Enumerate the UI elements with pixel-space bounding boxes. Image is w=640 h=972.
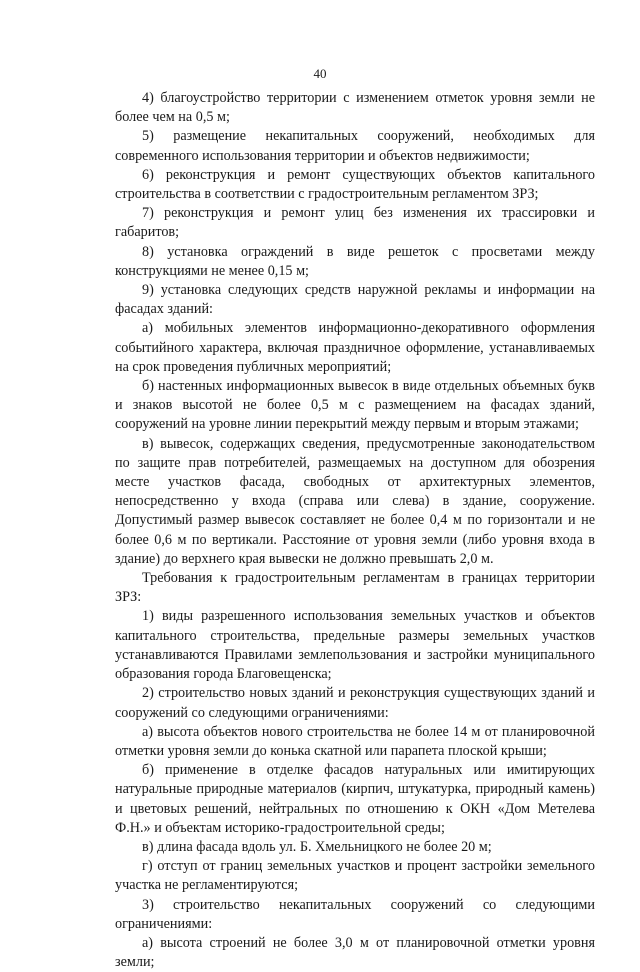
paragraph-subitem-b: б) настенных информационных вывесок в виде отдельных объемных букв и знаков высотой не более 0,5 м с размещением на фасадах зданий, сооружений на уровне линии перекрытий между первым и вторым этажами; <box>115 378 595 433</box>
section-heading: Требования к градостроительным регламентам в границах территории ЗРЗ: <box>115 570 595 606</box>
page-number: 40 <box>313 66 327 81</box>
paragraph-subitem-v: в) вывесок, содержащих сведения, предусмотренные законодательством по защите прав потребителей, размещаемых на доступном для обозрения месте участков фасада, свободных от архитектурных элементов, непосредственно у входа (справа или слева) в здание, сооружение. Допустимый размер вывесок составляет не более 0,4 м по горизонтали и не более 0,6 м по вертикали. Расстояние от уровня земли (либо уровня входа в здание) до верхнего края вывески не должно превышать 2,0 м. <box>115 435 595 567</box>
paragraph-item-7: 7) реконструкция и ремонт улиц без изменения их трассировки и габаритов; <box>115 205 595 241</box>
requirement-subitem-b: б) применение в отделке фасадов натуральных или имитирующих натуральные природные материалов (кирпич, штукатурка, природный камень) и цветовых решений, нейтральных по отношению к ОКН «Дом Метелева Ф.Н.» и объектам историко-градостроительной среды; <box>115 762 595 836</box>
requirement-subitem-v: в) длина фасада вдоль ул. Б. Хмельницкого не более 20 м; <box>142 838 492 855</box>
paragraph-item-6: 6) реконструкция и ремонт существующих объектов капитального строительства в соответствии с градостроительным регламентом ЗРЗ; <box>115 166 595 203</box>
requirement-item-3-subitem-a: а) высота строений не более 3,0 м от планировочной отметки уровня земли; <box>115 934 595 971</box>
paragraph-item-9: 9) установка следующих средств наружной рекламы и информации на фасадах зданий: <box>115 282 595 318</box>
document-body <box>115 89 595 972</box>
requirement-subitem-a: а) высота объектов нового строительства не более 14 м от планировочной отметки уровня земли до конька скатной или парапета плоской крыши; <box>115 723 595 759</box>
paragraph-item-5: 5) размещение некапитальных сооружений, необходимых для современного использования территории и объектов недвижимости; <box>115 128 595 164</box>
requirement-item-1: 1) виды разрешенного использования земельных участков и объектов капитального строительства, предельные размеры земельных участков устанавливаются Правилами землепользования и застройки муниципального образования города Благовещенска; <box>115 608 595 683</box>
requirement-item-3: 3) строительство некапитальных сооружений со следующими ограничениями: <box>115 896 595 932</box>
requirement-item-2: 2) строительство новых зданий и реконструкция существующих зданий и сооружений со следующими ограничениями: <box>115 685 595 721</box>
requirement-subitem-g: г) отступ от границ земельных участков и процент застройки земельного участка не регламентируются; <box>115 858 595 894</box>
paragraph-item-4: 4) благоустройство территории с изменением отметок уровня земли не более чем на 0,5 м; <box>115 90 595 126</box>
paragraph-subitem-a: а) мобильных элементов информационно-декоративного оформления событийного характера, включая праздничное оформление, устанавливаемых на срок проведения публичных мероприятий; <box>115 320 595 375</box>
paragraph-item-8: 8) установка ограждений в виде решеток с просветами между конструкциями не менее 0,15 м; <box>115 243 595 279</box>
